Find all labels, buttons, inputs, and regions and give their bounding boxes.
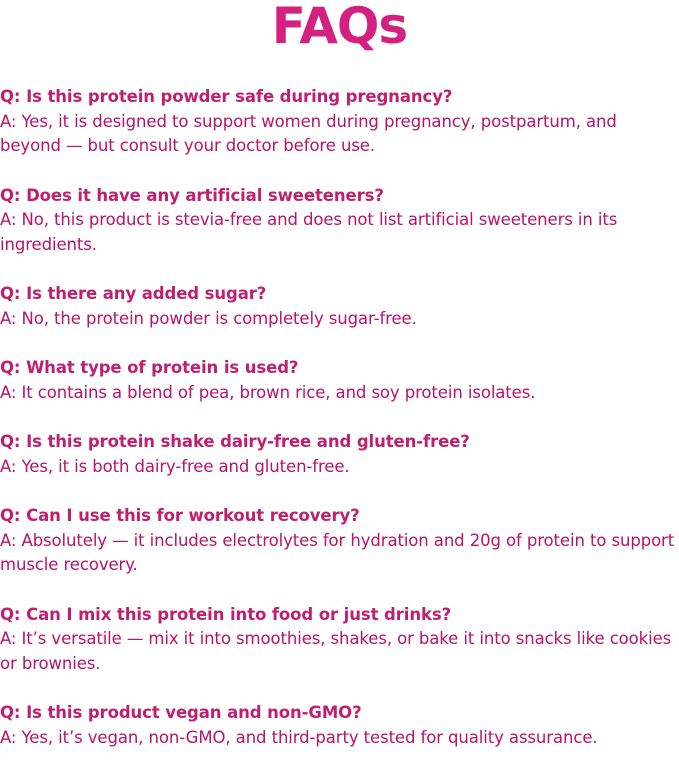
faq-item: [0, 504, 679, 578]
faq-answer: A: It’s versatile — mix it into smoothies, shakes, or bake it into snacks like cookies or brownies.: [0, 629, 672, 673]
faq-item: [0, 85, 679, 159]
faq-answer: A: Yes, it’s vegan, non-GMO, and third-party tested for quality assurance.: [0, 727, 598, 747]
faq-question: Q: Can I mix this protein into food or just drinks?: [0, 604, 452, 624]
faq-question: Q: Does it have any artificial sweeteners?: [0, 185, 384, 205]
faq-question: Q: Is this protein powder safe during pregnancy?: [0, 87, 453, 106]
faq-item: [0, 282, 679, 331]
faq-item: [0, 701, 679, 750]
faq-answer: A: Yes, it is designed to support women during pregnancy, postpartum, and beyond — but consult your doctor before use.: [0, 111, 617, 155]
faq-question: Q: Can I use this for workout recovery?: [0, 506, 360, 525]
faq-answer: A: It contains a blend of pea, brown rice, and soy protein isolates.: [0, 382, 536, 402]
faq-answer: A: No, this product is stevia-free and does not list artificial sweeteners in its ingredients.: [0, 210, 618, 254]
faq-answer: A: Yes, it is both dairy-free and gluten-free.: [0, 456, 350, 476]
faq-item: [0, 603, 679, 677]
faq-question: Q: What type of protein is used?: [0, 358, 299, 377]
page-title: FAQs: [271, 0, 408, 55]
faq-question: Q: Is there any added sugar?: [0, 284, 267, 303]
faq-answer: A: No, the protein powder is completely sugar-free.: [0, 308, 417, 328]
faq-item: [0, 356, 679, 405]
faq-item: [0, 430, 679, 479]
faq-question: Q: Is this protein shake dairy-free and gluten-free?: [0, 432, 470, 451]
faq-answer: A: Absolutely — it includes electrolytes for hydration and 20g of protein to support muscle recovery.: [0, 530, 675, 574]
faq-list: [0, 85, 679, 775]
faq-item: [0, 184, 679, 258]
faq-question: Q: Is this product vegan and non-GMO?: [0, 703, 362, 722]
